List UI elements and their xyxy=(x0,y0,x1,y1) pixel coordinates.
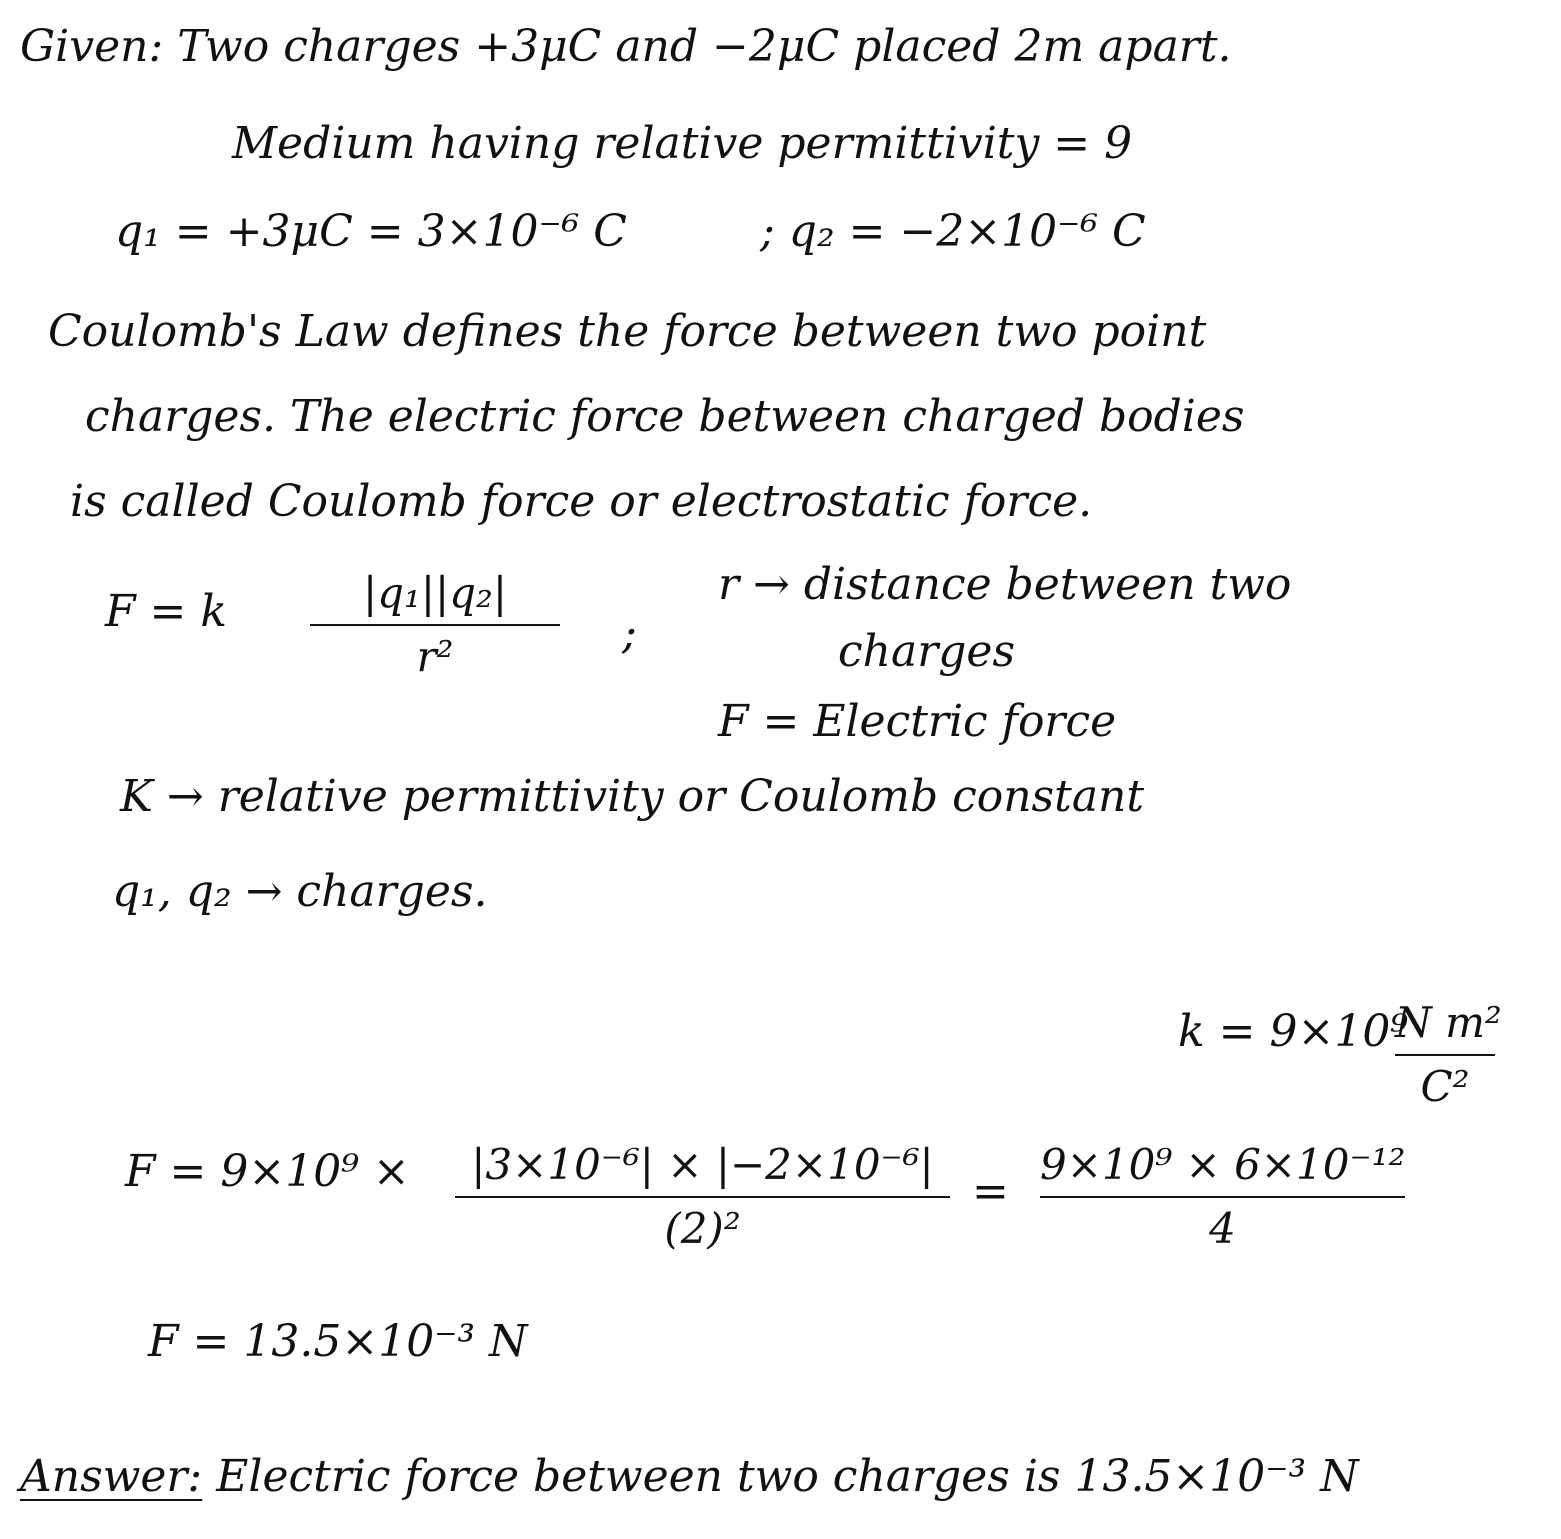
calc-numerator-2: 9×10⁹ × 6×10⁻¹² xyxy=(1040,1140,1406,1189)
given-line xyxy=(20,21,1232,72)
calc-numerator-1: |3×10⁻⁶| × |−2×10⁻⁶| xyxy=(471,1140,934,1189)
q1-value: q₁ = +3μC = 3×10⁻⁶ C xyxy=(115,206,627,257)
k-definition: K → relative permittivity or Coulomb constant xyxy=(120,771,1145,822)
k-unit-denominator: C² xyxy=(1420,1062,1470,1112)
explanation-line-2: charges. The electric force between charged bodies xyxy=(85,391,1245,442)
calculation-fraction-2 xyxy=(1040,1140,1405,1255)
answer-text: Electric force between two charges is 13.5×10⁻³ N xyxy=(216,1451,1359,1502)
q2-value: ; q₂ = −2×10⁻⁶ C xyxy=(760,206,1146,257)
fraction-bar xyxy=(1040,1196,1405,1198)
explanation-line-3: is called Coulomb force or electrostatic force. xyxy=(70,476,1093,527)
calculation-result: F = 13.5×10⁻³ N xyxy=(148,1316,528,1367)
fraction-bar xyxy=(310,624,560,626)
k-constant-lhs: k = 9×10⁹ xyxy=(1178,1006,1408,1057)
q-definition: q₁, q₂ → charges. xyxy=(112,866,488,917)
answer-line xyxy=(20,1451,1359,1502)
f-definition: F = Electric force xyxy=(718,696,1117,747)
fraction-bar xyxy=(455,1196,950,1198)
calc-denominator-2: 4 xyxy=(1209,1204,1236,1254)
formula-fraction xyxy=(310,568,560,683)
k-unit-numerator: N m² xyxy=(1395,998,1502,1047)
formula-denominator: r² xyxy=(416,632,454,682)
r-definition-1: r → distance between two xyxy=(718,559,1292,610)
medium-line: Medium having relative permittivity = 9 xyxy=(232,118,1133,169)
calculation-equals: = xyxy=(972,1166,1009,1217)
r-definition-2: charges xyxy=(838,626,1016,677)
calculation-fraction-1 xyxy=(455,1140,950,1255)
formula-separator: ; xyxy=(622,608,637,659)
given-label: Given: xyxy=(20,21,164,72)
k-constant-unit xyxy=(1395,998,1502,1113)
given-statement: Two charges +3μC and −2μC placed 2m apart. xyxy=(177,21,1232,72)
formula-lhs: F = k xyxy=(105,586,228,637)
answer-label: Answer: xyxy=(20,1451,203,1502)
calculation-lhs: F = 9×10⁹ × xyxy=(125,1146,410,1197)
explanation-line-1: Coulomb's Law defines the force between two point xyxy=(48,306,1207,357)
fraction-bar xyxy=(1395,1054,1495,1056)
formula-numerator: |q₁||q₂| xyxy=(362,568,508,617)
calc-denominator-1: (2)² xyxy=(664,1204,741,1254)
